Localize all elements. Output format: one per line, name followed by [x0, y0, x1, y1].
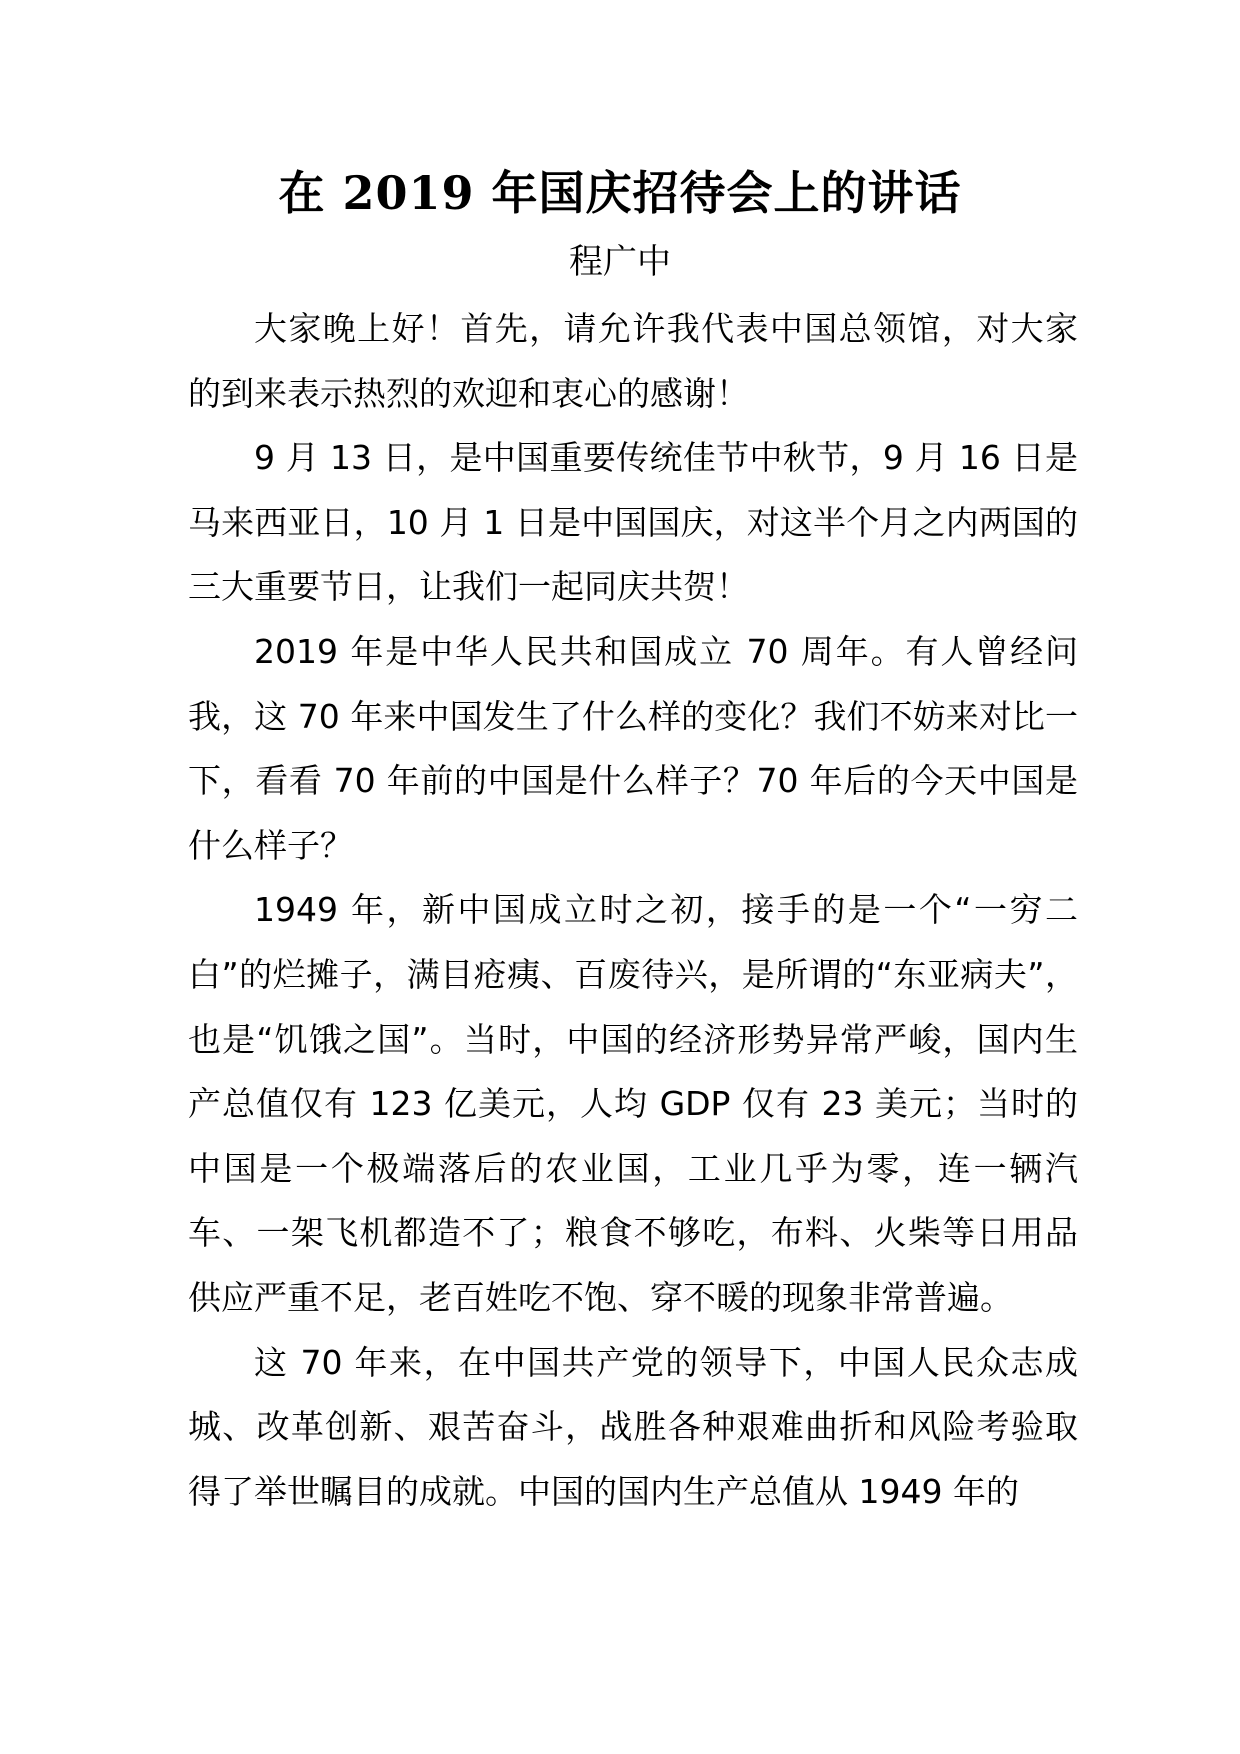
paragraph: 2019 年是中华人民共和国成立 70 周年。有人曾经问我，这 70 年来中国发生了什么样的变化？我们不妨来对比一下，看看 70 年前的中国是什么样子？70 年后的今天中国是什么样子？	[188, 631, 1078, 865]
paragraph: 1949 年，新中国成立时之初，接手的是一个“一穷二白”的烂摊子，满目疮痍、百废待兴，是所谓的“东亚病夫”，也是“饥饿之国”。当时，中国的经济形势异常严峻，国内生产总值仅有 123 亿美元，人均 GDP 仅有 23 美元；当时的中国是一个极端落后的农业国，工业几乎为零，连一辆汽车、一架飞机都造不了；粮食不够吃，布料、火柴等日用品供应严重不足，老百姓吃不饱、穿不暖的现象非常普遍。	[188, 890, 1078, 1317]
paragraph: 大家晚上好！首先，请允许我代表中国总领馆，对大家的到来表示热烈的欢迎和衷心的感谢！	[188, 309, 1078, 413]
document-body	[188, 297, 1078, 1524]
document-author: 程广中	[569, 242, 671, 282]
paragraph: 这 70 年来，在中国共产党的领导下，中国人民众志成城、改革创新、艰苦奋斗，战胜各种艰难曲折和风险考验取得了举世瞩目的成就。中国的国内生产总值从 1949 年的	[188, 1342, 1078, 1511]
paragraph: 9 月 13 日，是中国重要传统佳节中秋节，9 月 16 日是马来西亚日，10 月 1 日是中国国庆，对这半个月之内两国的三大重要节日，让我们一起同庆共贺！	[188, 438, 1078, 607]
document-title: 在 2019 年国庆招待会上的讲话	[278, 166, 962, 220]
